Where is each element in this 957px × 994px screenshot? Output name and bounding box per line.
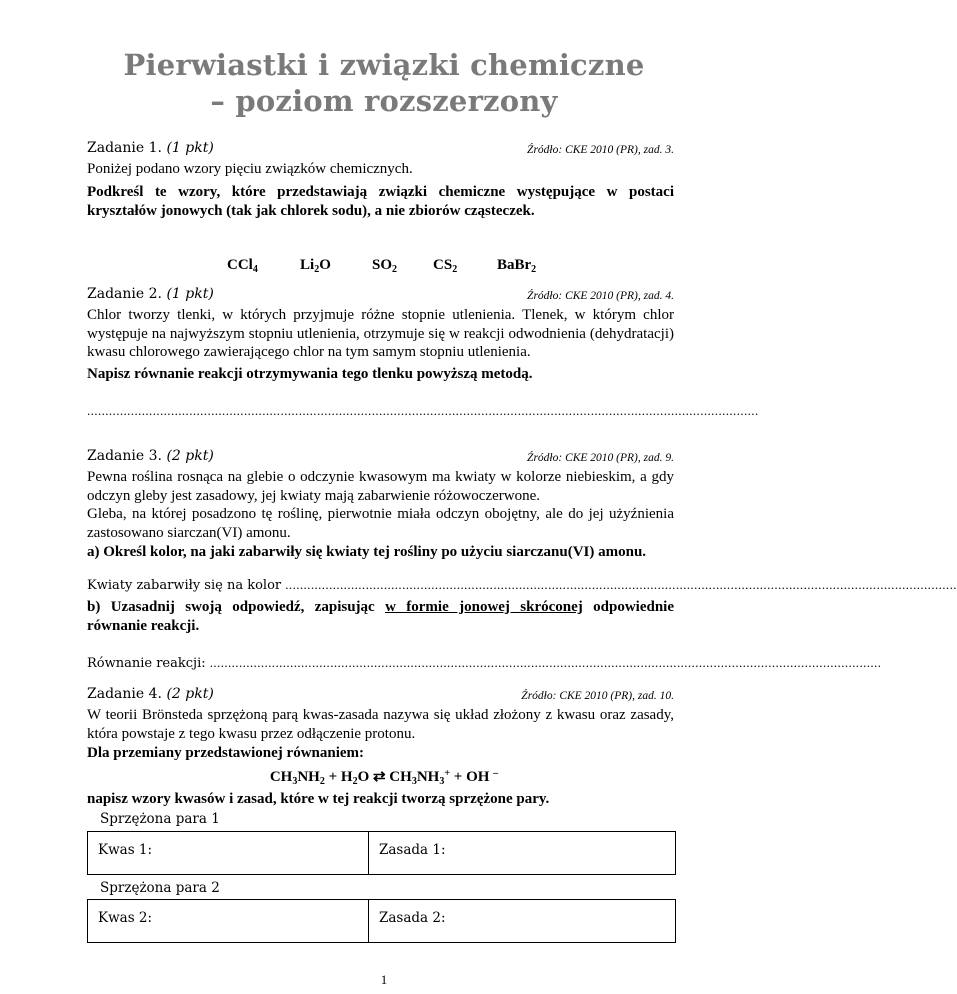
task-4-source: Źródło: CKE 2010 (PR), zad. 10. [521, 690, 674, 702]
formula-so2[interactable]: $SO_2$ [372, 257, 398, 275]
task-4-points: (2 pkt) [166, 686, 214, 702]
page-title: Pierwiastki i związki chemiczne [123, 48, 645, 82]
task-1-intro: Poniżej podano wzory pięciu związków chemicznych. [87, 161, 413, 177]
task-3-source: Źródło: CKE 2010 (PR), zad. 9. [527, 452, 674, 464]
formula-cs2[interactable]: $CS_2$ [433, 257, 458, 275]
task-1-label: Zadanie 1. [87, 140, 162, 156]
page-subtitle: – poziom rozszerzony [210, 84, 558, 118]
task-4-equation: $CH_3NH_2 + H_2O$ ⇄ $CH_3NH_3^+$ + OH – [269, 768, 499, 787]
task-3-text-2: Gleba, na której posadzono tę roślinę, pierwotnie miała odczyn obojętny, ale do jej użyźnienia zastosowano siarczan(VI) amonu. [87, 506, 674, 541]
task-3-answer-a[interactable] [87, 577, 957, 593]
task-2-header [87, 285, 674, 303]
task-4-label: Zadanie 4. [87, 686, 162, 702]
task-2-source: Źródło: CKE 2010 (PR), zad. 4. [527, 290, 674, 302]
task-2-label: Zadanie 2. [87, 286, 162, 302]
page-number: 1 [380, 972, 388, 987]
pair-2-label: Sprzężona para 2 [100, 880, 220, 896]
task-3-underlined-phrase: w formie jonowej skróconej [385, 599, 583, 615]
formula-ccl4[interactable]: CCl$_4$ [227, 257, 258, 275]
task-1-source: Źródło: CKE 2010 (PR), zad. 3. [527, 144, 674, 156]
pair-1-base-cell[interactable]: Zasada 1: [379, 842, 446, 858]
task-2-instruction: Napisz równanie reakcji otrzymywania tego tlenku powyższą metodą. [87, 366, 533, 382]
pair-2-base-cell[interactable]: Zasada 2: [379, 910, 446, 926]
task-3-text-1: Pewna roślina rosnąca na glebie o odczynie kwasowym ma kwiaty w kolorze niebieskim, a gdy odczyn gleby jest zasadowy, jej kwiaty mają zabarwienie różowoczerwone. [87, 469, 674, 504]
task-1-instruction: Podkreśl te wzory, które przedstawiają związki chemiczne występujące w postaci kryształów jonowych (tak jak chlorek sodu), a nie zbiorów cząsteczek. [87, 184, 674, 219]
formula-babr2[interactable]: BaBr$_2$ [497, 257, 537, 275]
task-3-answer-a-dots[interactable]: ........................................................................................................................................................................................ [285, 577, 957, 592]
task-3-question-a: a) Określ kolor, na jaki zabarwiły się kwiaty tej rośliny po użyciu siarczanu(VI) amonu. [87, 544, 647, 560]
pair-1-table [87, 831, 676, 875]
formula-li2o[interactable]: $Li_2O$ [300, 257, 331, 275]
task-3-question-b: b) Uzasadnij swoją odpowiedź, zapisując w formie jonowej skróconej odpowiednie równanie reakcji. [87, 599, 674, 634]
task-3-label: Zadanie 3. [87, 448, 162, 464]
pair-2-table [87, 899, 676, 943]
pair-2-acid-cell[interactable]: Kwas 2: [88, 900, 369, 942]
task-3-answer-b-label: Równanie reakcji: [87, 656, 206, 671]
task-1-header [87, 139, 674, 157]
task-3-answer-b[interactable] [87, 655, 882, 671]
task-2-text: Chlor tworzy tlenki, w których przyjmuje różne stopnie utlenienia. Tlenek, w którym chlor występuje na najwyższym stopniu utlenienia, otrzymuje się w reakcji odwodnienia (dehydratacji) kwasu chlorowego zawierającego chlor na tym samym stopniu utlenienia. [87, 307, 674, 360]
task-4-lead: Dla przemiany przedstawionej równaniem: [87, 745, 365, 761]
task-3-answer-a-label: Kwiaty zabarwiły się na kolor [87, 578, 282, 593]
task-3-points: (2 pkt) [166, 448, 214, 464]
task-1-points: (1 pkt) [166, 140, 214, 156]
task-3-answer-b-dots[interactable]: ........................................................................................................................................................................................ [209, 655, 882, 670]
task-4-instruction: napisz wzory kwasów i zasad, które w tej reakcji tworzą sprzężone pary. [87, 791, 550, 807]
task-4-header [87, 685, 674, 703]
task-2-answer-line[interactable]: ........................................................................................................................................................................................ [87, 403, 759, 418]
task-2-points: (1 pkt) [166, 286, 214, 302]
task-3-header [87, 447, 674, 465]
pair-1-label: Sprzężona para 1 [100, 811, 220, 827]
pair-1-acid-cell[interactable]: Kwas 1: [88, 832, 369, 874]
task-4-text: W teorii Brönsteda sprzężoną parą kwas-zasada nazywa się układ złożony z kwasu oraz zasady, która powstaje z tego kwasu przez odłączenie protonu. [87, 707, 674, 742]
